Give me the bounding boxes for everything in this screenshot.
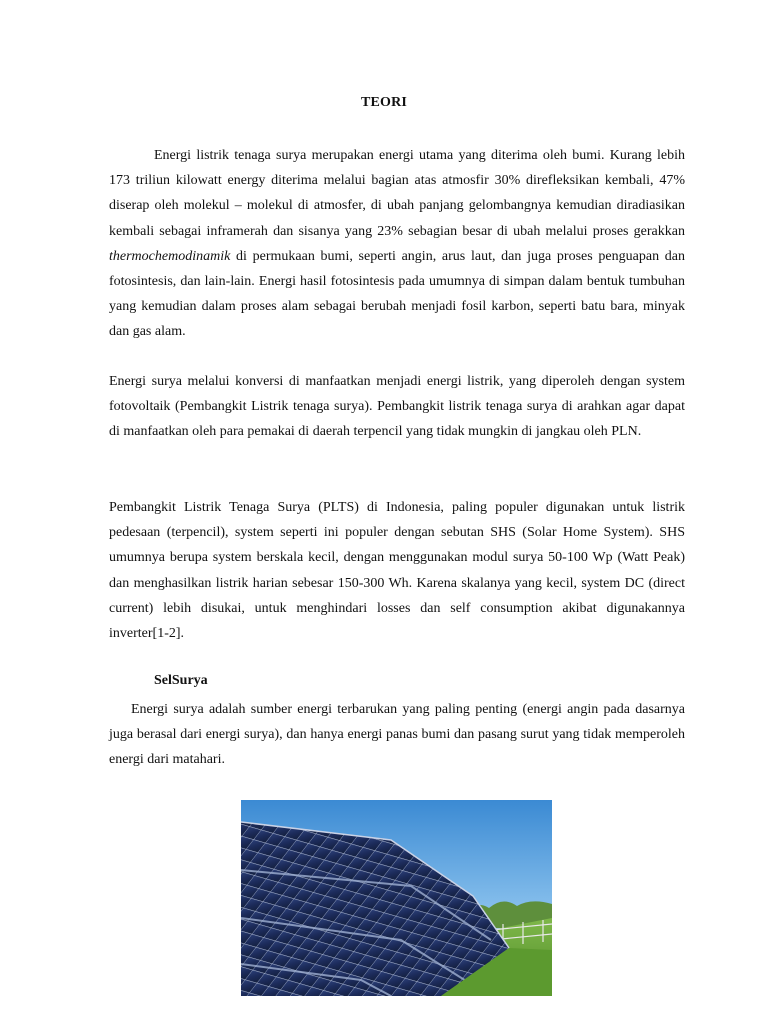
- italic-term: thermochemodinamik: [109, 248, 231, 264]
- solar-panel-illustration: [241, 800, 552, 996]
- paragraph-intro-text-start: Energi listrik tenaga surya merupakan energi utama yang diterima oleh bumi. Kurang lebih 173 triliun kilowatt energy diterima melalui bagian atas atmosfir 30% direfleksikan kembali, 47% diserap oleh molekul – molekul di atmosfer, di ubah panjang gelombangnya kemudian diradiasikan kembali sebagai inframerah dan sisanya yang 23% sebagian besar di ubah melalui proses gerakkan: [109, 148, 685, 239]
- paragraph-intro: [109, 143, 685, 345]
- paragraph-intro-text-end: di permukaan bumi, seperti angin, arus laut, dan juga proses penguapan dan fotosintesis, dan lain-lain. Energi hasil fotosintesis pada umumnya di simpan dalam bentuk tumbuhan yang kemudian dalam proses alam sebagai berubah menjadi fosil karbon, seperti batu bara, minyak dan gas alam.: [109, 248, 685, 340]
- page-title: TEORI: [360, 95, 408, 110]
- paragraph-conversion: Energi surya melalui konversi di manfaatkan menjadi energi listrik, yang diperoleh dengan system fotovoltaik (Pembangkit Listrik tenaga surya). Pembangkit listrik tenaga surya di arahkan agar dapat di manfaatkan oleh para pemakai di daerah terpencil yang tidak mungkin di jangkau oleh PLN.: [109, 374, 685, 440]
- section-heading: SelSurya: [154, 673, 208, 688]
- paragraph-selsurya: Energi surya adalah sumber energi terbarukan yang paling penting (energi angin pada dasarnya juga berasal dari energi surya), dan hanya energi panas bumi dan pasang surut yang tidak memperoleh energi dari matahari.: [109, 702, 685, 768]
- paragraph-plts: Pembangkit Listrik Tenaga Surya (PLTS) di Indonesia, paling populer digunakan untuk listrik pedesaan (terpencil), system seperti ini populer dengan sebutan SHS (Solar Home System). SHS umumnya berupa system berskala kecil, dengan menggunakan modul surya 50-100 Wp (Watt Peak) dan menghasilkan listrik harian sebesar 150-300 Wh. Karena skalanya yang kecil, system DC (direct current) lebih disukai, untuk menghindari losses dan self consumption akibat digunakannya inverter[1-2].: [109, 500, 685, 642]
- solar-panel-photo: [241, 800, 552, 996]
